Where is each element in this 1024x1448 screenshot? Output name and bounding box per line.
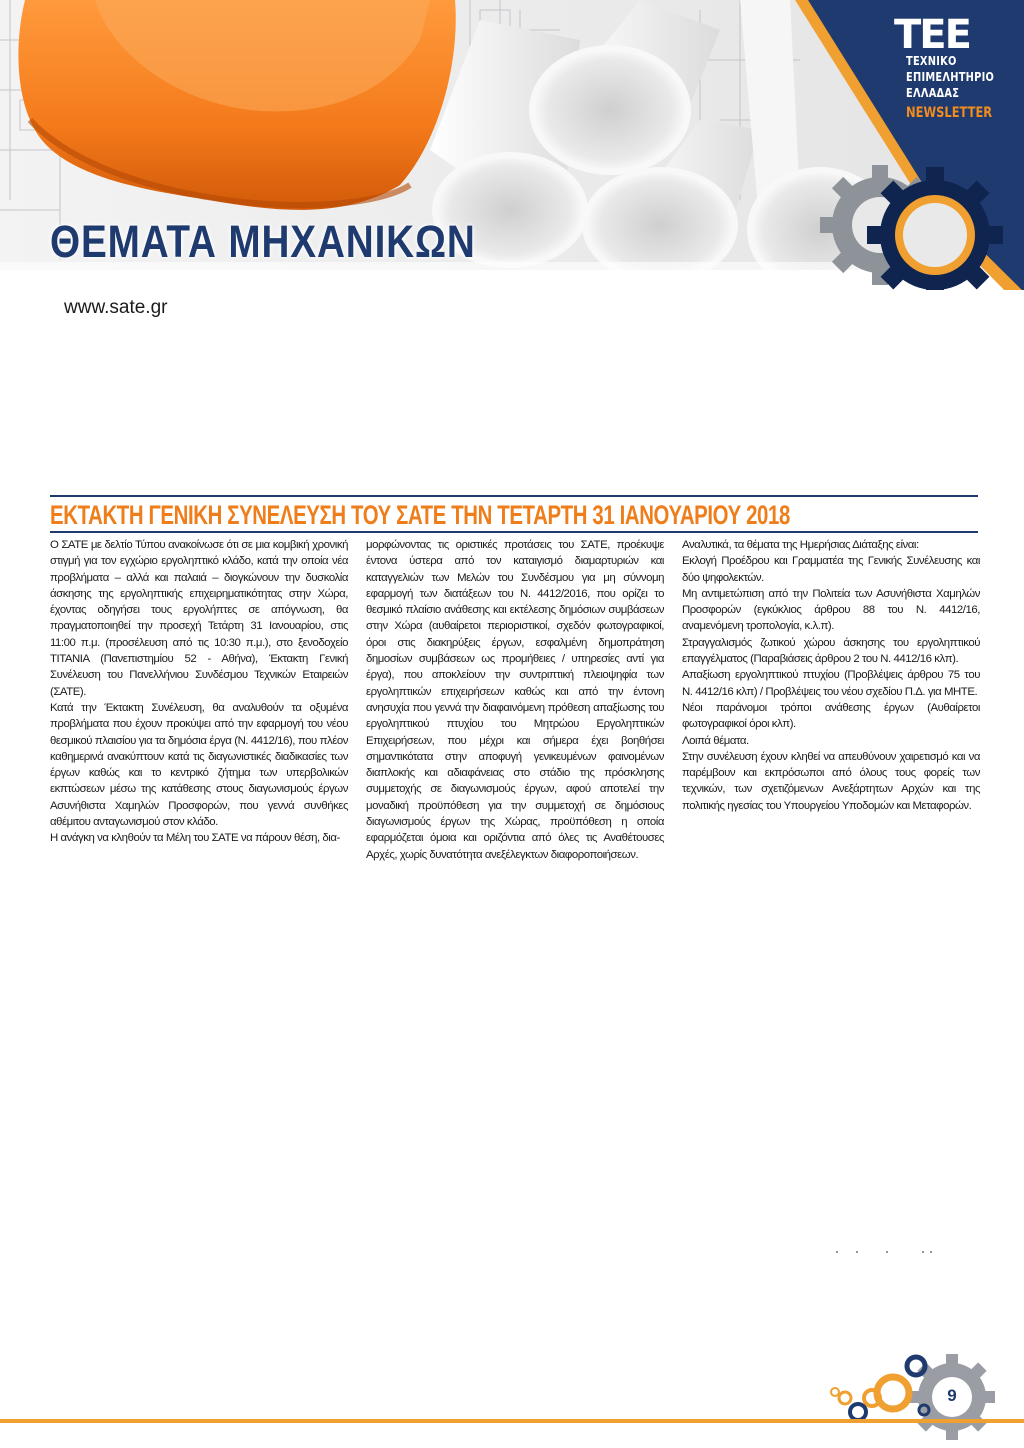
headline-rule-top — [50, 495, 978, 497]
article-headline: ΕΚΤΑΚΤΗ ΓΕΝΙΚΗ ΣΥΝΕΛΕΥΣΗ ΤΟΥ ΣΑΤΕ ΤΗΝ ΤΕΤΑΡΤΗ 31 ΙΑΝΟΥΑΡΙΟΥ 2018 — [50, 500, 790, 530]
agenda-item: Λοιπά θέματα. — [682, 734, 749, 747]
paragraph: Στην συνέλευση έχουν κληθεί να απευθύνουν χαιρετισμό και να παρέμβουν και εκπρόσωποι από όλους τους φορείς των τεχνικών, των σχετιζόμενων Ανεξάρτητων Αρχών και της πολιτικής ηγεσίας του Υπουργείου Υποδομών και Μεταφορών. — [682, 750, 980, 812]
tee-logo-line: ΤΕΧΝΙΚΟ — [906, 54, 957, 68]
article-column-2 — [366, 537, 664, 863]
paragraph: μορφώνοντας τις οριστικές προτάσεις του ΣΑΤΕ, προέκυψε έντονα ύστερα από τον καταιγισμό διαμαρτυριών και καταγγελιών των Μελών του Συνδέσμου για μη σύννομη εφαρμογή των διατάξεων του Ν. 4412/2016, που ορίζει το θεσμικό πλαίσιο ανάθεσης και εκτέλεσης δημόσιων συμβάσεων στην Χώρα (αυθαίρετοι περιοριστικοί, σχεδόν φωτογραφικοί, όροι στις διακηρύξεις έργων, εσφαλμένη δημοπράτηση δημοσίων συμβάσεων ως προμήθειες / υπηρεσίες αντί για έργα), που αποκλείουν την συντριπτική πλειοψηφία των εργοληπτικών επιχειρήσεων καθώς και από την έντονη ανησυχία που γεννά την διαφαινόμενη πρόθεση απαξίωσης του εργοληπτικού πτυχίου του Μητρώου Εργοληπτικών Επιχειρήσεων, που μέχρι και σήμερα έχει βοηθήσει σημαντικότατα στην αποφυγή γενικευμένων φαινομένων διαπλοκής και αδιαφάνειας στο στάδιο της πρόσκλησης συμμετοχής σε διαγωνισμούς έργων, αφού αποτελεί την μοναδική προϋπόθεση για την συμμετοχή σε δημόσιους διαγωνισμούς έργων της Χώρας, προϋπόθεση η οποία εφαρμόζεται όμοια και οριζόντια από όλες τις Αναθέτουσες Αρχές, χωρίς δυνατότητα ανεξέλεγκτων διαφοροποιήσεων. — [366, 539, 664, 861]
paragraph: Αναλυτικά, τα θέματα της Ημερήσιας Διάταξης είναι: — [682, 539, 919, 551]
paragraph: Ο ΣΑΤΕ με δελτίο Τύπου ανακοίνωσε ότι σε μια κομβική χρονική στιγμή για τον εγχώριο εργοληπτικό κλάδο, κατά την οποία νέα προβλήματα – αλλά και παλαιά – διογκώνουν την δυσκολία άσκησης της εργοληπτικής επιχειρηματικότητας στην Χώρα, έχοντας οδηγήσει τους εργολήπτες σε απόγνωση, θα πραγματοποιηθεί την προσεχή Τετάρτη 31 Ιανουαρίου, στις 11:00 π.μ. (προσέλευση από τις 10:30 π.μ.), στο ξενοδοχείο TITANIA (Πανεπιστημίου 52 - Αθήνα), Έκτακτη Γενική Συνέλευση του Πανελλήνιου Συνδέσμου Τεχνικών Εταιρειών (ΣΑΤΕ). — [50, 539, 348, 698]
decorative-dots — [835, 1250, 935, 1254]
paragraph: Κατά την Έκτακτη Συνέλευση, θα αναλυθούν τα οξυμένα προβλήματα που έχουν προκύψει από την εφαρμογή του νέου θεσμικού πλαισίου για τα δημόσια έργα (Ν. 4412/16), που πλέον καθημερινά ανακύπτουν κατά τις διαγωνιστικές διαδικασίες των έργων καθώς και το κεντρικό ζήτημα των υπερβολικών εκπτώσεων μέσω της κατάθεσης στους διαγωνισμούς έργων Ασυνήθιστα Χαμηλών Προσφορών, που γεννά συνθήκες αθέμιτου ανταγωνισμού στον κλάδο. — [50, 701, 348, 829]
headline-rule-bottom — [50, 531, 978, 533]
website-link[interactable]: www.sate.gr — [64, 297, 168, 318]
agenda-item: Νέοι παράνομοι τρόποι ανάθεσης έργων (Αυθαίρετοι φωτογραφικοί όροι κλπ). — [682, 701, 980, 731]
agenda-item: Απαξίωση εργοληπτικού πτυχίου (Προβλέψεις άρθρου 75 του Ν. 4412/16 κλπ) / Προβλέψεις του νέου σχεδίου Π.Δ. για ΜΗΤΕ. — [682, 669, 980, 698]
agenda-item: Μη αντιμετώπιση από την Πολιτεία των Ασυνήθιστα Χαμηλών Προσφορών (εγκύκλιος άρθρου 88 του Ν. 4412/16, αναμενόμενη τροπολογία, κ.λ.π). — [682, 587, 980, 633]
paragraph: Η ανάγκη να κληθούν τα Μέλη του ΣΑΤΕ να πάρουν θέση, δια- — [50, 832, 340, 845]
agenda-item: Εκλογή Προέδρου και Γραμματέα της Γενικής Συνέλευσης και δύο ψηφολεκτών. — [682, 555, 980, 584]
page-number: 9 — [947, 1386, 957, 1405]
section-title: ΘΕΜΑΤΑ ΜΗΧΑΝΙΚΩΝ — [50, 216, 476, 267]
newsletter-label: NEWSLETTER — [906, 105, 993, 121]
tee-logo-line: ΕΛΛΑΔΑΣ — [906, 86, 960, 100]
article-column-3 — [682, 537, 980, 814]
article-column-1 — [50, 537, 348, 847]
gear-icon — [820, 1350, 1020, 1445]
footer-rule — [0, 1419, 1024, 1423]
header-banner — [0, 0, 1024, 290]
agenda-item: Στραγγαλισμός ζωτικού χώρου άσκησης του εργοληπτικού επαγγέλματος (Παραβιάσεις άρθρου 2 του Ν. 4412/16 κλπ). — [682, 636, 980, 666]
tee-logo: ΤΕΕ — [894, 12, 970, 58]
tee-logo-line: ΕΠΙΜΕΛΗΤΗΡΙΟ — [906, 70, 995, 84]
